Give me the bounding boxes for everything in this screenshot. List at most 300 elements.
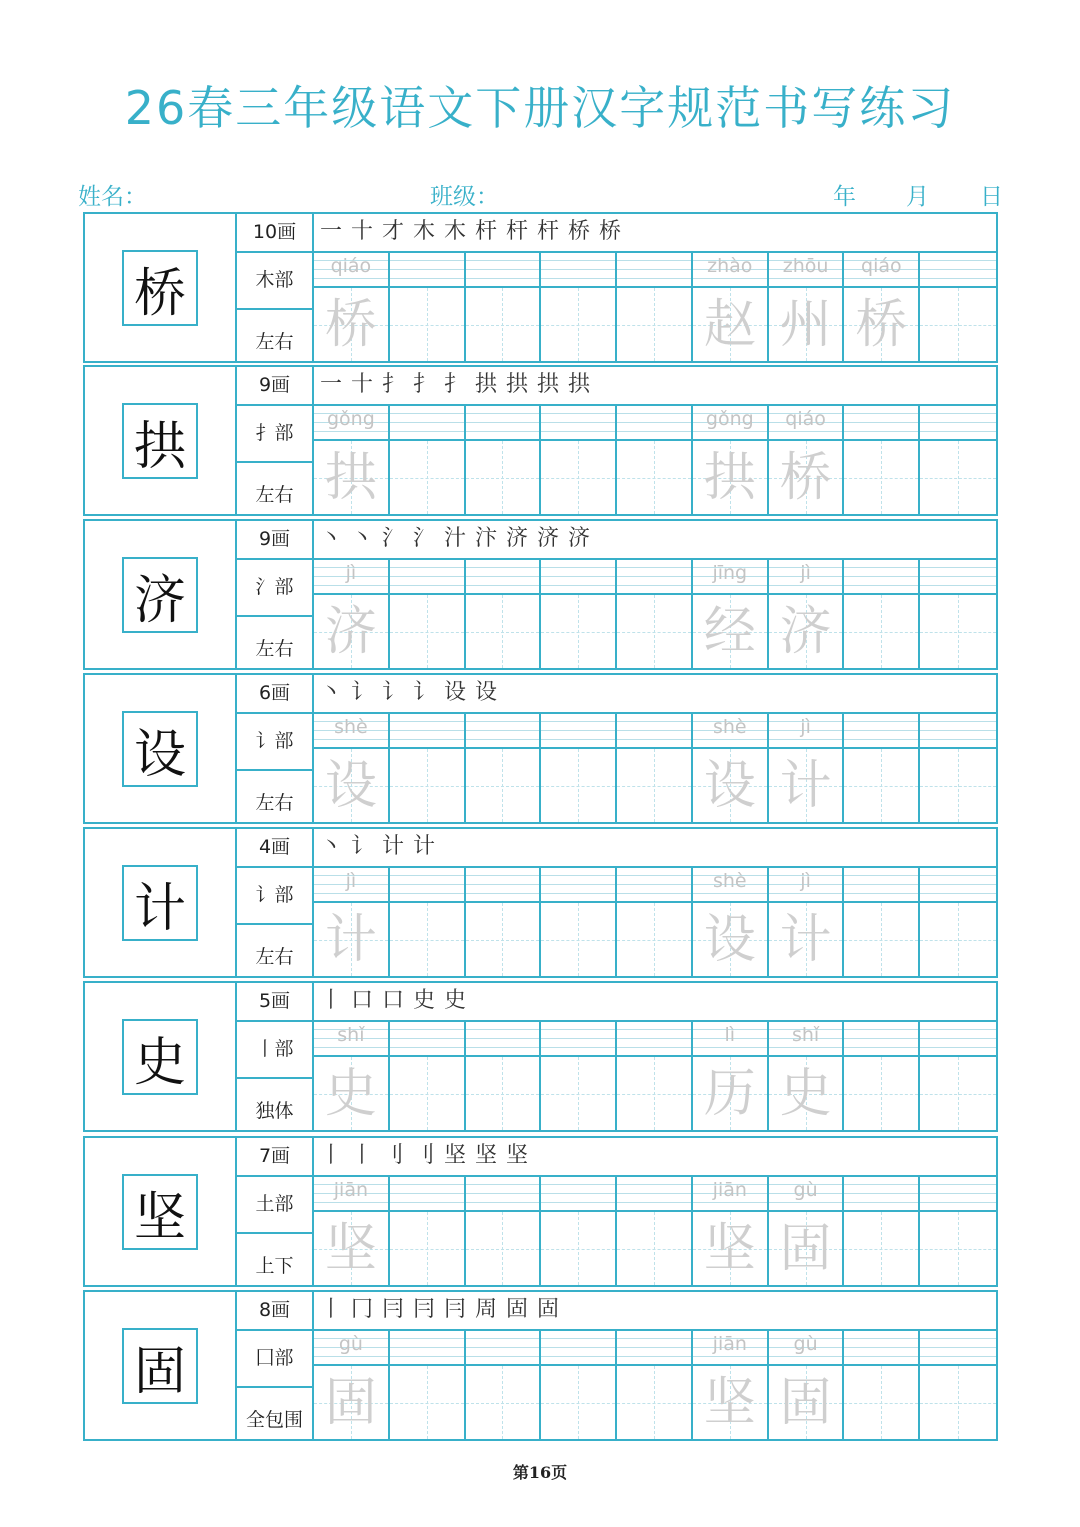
writing-cell[interactable] bbox=[314, 1366, 388, 1439]
writing-cell[interactable] bbox=[844, 288, 918, 361]
model-character: 拱 bbox=[122, 403, 198, 479]
writing-cell[interactable] bbox=[390, 441, 464, 514]
pinyin-cell[interactable] bbox=[541, 1020, 615, 1057]
trace-character: 桥 bbox=[324, 295, 377, 355]
pinyin-cell[interactable]: shè bbox=[693, 712, 767, 749]
pinyin-cell[interactable] bbox=[390, 251, 464, 288]
practice-area bbox=[314, 675, 996, 822]
trace-character: 桥 bbox=[855, 295, 908, 355]
pinyin-cell[interactable] bbox=[390, 404, 464, 441]
practice-column bbox=[693, 558, 769, 668]
writing-cell[interactable] bbox=[314, 1212, 388, 1285]
trace-character: 固 bbox=[324, 1373, 377, 1433]
model-character: 桥 bbox=[122, 250, 198, 326]
practice-column bbox=[693, 866, 769, 976]
radical: 扌部 bbox=[237, 405, 312, 463]
writing-cell[interactable] bbox=[541, 1057, 615, 1130]
practice-column bbox=[769, 1020, 845, 1130]
stroke-order: 丶讠讠讠设设 bbox=[314, 675, 996, 714]
writing-cell[interactable] bbox=[466, 749, 540, 822]
pinyin-cell[interactable]: zhōu bbox=[769, 251, 843, 288]
stroke-count: 4画 bbox=[237, 829, 312, 868]
practice-grid bbox=[314, 251, 996, 361]
pinyin-cell[interactable] bbox=[844, 1329, 918, 1366]
writing-cell[interactable] bbox=[693, 288, 767, 361]
practice-area bbox=[314, 983, 996, 1130]
trace-character: 历 bbox=[703, 1064, 756, 1124]
practice-column bbox=[541, 251, 617, 361]
practice-area bbox=[314, 1138, 996, 1285]
practice-column bbox=[390, 251, 466, 361]
pinyin-cell[interactable] bbox=[466, 1329, 540, 1366]
practice-column bbox=[920, 558, 996, 668]
writing-cell[interactable] bbox=[617, 903, 691, 976]
pinyin-cell[interactable] bbox=[390, 1329, 464, 1366]
writing-cell[interactable] bbox=[693, 441, 767, 514]
pinyin-cell[interactable] bbox=[920, 251, 996, 288]
practice-column bbox=[617, 251, 693, 361]
pinyin-cell[interactable] bbox=[466, 1175, 540, 1212]
pinyin-cell[interactable] bbox=[466, 1020, 540, 1057]
stroke-count: 5画 bbox=[237, 983, 312, 1022]
trace-character: 济 bbox=[779, 602, 832, 662]
practice-column bbox=[466, 866, 542, 976]
writing-cell[interactable] bbox=[769, 595, 843, 668]
structure: 全包围 bbox=[245, 1409, 303, 1431]
writing-cell[interactable] bbox=[541, 1212, 615, 1285]
practice-grid bbox=[314, 866, 996, 976]
pinyin-cell[interactable] bbox=[617, 1020, 691, 1057]
writing-cell[interactable] bbox=[541, 288, 615, 361]
writing-cell[interactable] bbox=[541, 595, 615, 668]
practice-column bbox=[466, 1329, 542, 1439]
writing-cell[interactable] bbox=[314, 903, 388, 976]
writing-cell[interactable] bbox=[769, 749, 843, 822]
writing-cell[interactable] bbox=[844, 1057, 918, 1130]
writing-cell[interactable] bbox=[390, 595, 464, 668]
writing-cell[interactable] bbox=[541, 441, 615, 514]
writing-cell[interactable] bbox=[541, 1366, 615, 1439]
structure: 左右 bbox=[255, 946, 294, 968]
writing-cell[interactable] bbox=[314, 749, 388, 822]
practice-column bbox=[920, 404, 996, 514]
pinyin-cell[interactable]: jì bbox=[769, 866, 843, 903]
practice-column bbox=[617, 1175, 693, 1285]
trace-character: 设 bbox=[324, 756, 377, 816]
pinyin-cell[interactable] bbox=[844, 404, 918, 441]
pinyin-cell[interactable] bbox=[844, 866, 918, 903]
practice-column bbox=[541, 404, 617, 514]
practice-column bbox=[769, 866, 845, 976]
pinyin-cell[interactable]: shè bbox=[314, 712, 388, 749]
month-label: 月 bbox=[906, 184, 929, 210]
character-block bbox=[83, 673, 998, 824]
pinyin-cell[interactable] bbox=[541, 866, 615, 903]
practice-column bbox=[466, 1020, 542, 1130]
writing-cell[interactable] bbox=[693, 595, 767, 668]
practice-column bbox=[693, 1175, 769, 1285]
writing-cell[interactable] bbox=[769, 441, 843, 514]
practice-column bbox=[920, 1020, 996, 1130]
practice-column bbox=[693, 251, 769, 361]
trace-character: 拱 bbox=[324, 448, 377, 508]
character-info bbox=[237, 367, 314, 514]
pinyin-cell[interactable] bbox=[617, 1175, 691, 1212]
pinyin-cell[interactable] bbox=[390, 1175, 464, 1212]
practice-area bbox=[314, 214, 996, 361]
writing-cell[interactable] bbox=[693, 749, 767, 822]
pinyin-cell[interactable] bbox=[390, 1020, 464, 1057]
writing-cell[interactable] bbox=[466, 903, 540, 976]
pinyin-cell[interactable] bbox=[617, 404, 691, 441]
trace-character: 拱 bbox=[703, 448, 756, 508]
practice-column bbox=[844, 251, 920, 361]
pinyin-cell[interactable] bbox=[920, 1020, 996, 1057]
practice-column bbox=[693, 404, 769, 514]
writing-cell[interactable] bbox=[390, 288, 464, 361]
pinyin-cell[interactable] bbox=[920, 1329, 996, 1366]
model-character: 济 bbox=[122, 557, 198, 633]
writing-cell[interactable] bbox=[541, 903, 615, 976]
radical: 土部 bbox=[237, 1176, 312, 1234]
practice-column bbox=[390, 1329, 466, 1439]
trace-character: 计 bbox=[324, 910, 377, 970]
practice-column bbox=[769, 1175, 845, 1285]
practice-column bbox=[390, 1175, 466, 1285]
model-character: 固 bbox=[122, 1328, 198, 1404]
practice-grid bbox=[314, 1329, 996, 1439]
practice-column bbox=[466, 558, 542, 668]
practice-column bbox=[314, 404, 390, 514]
writing-cell[interactable] bbox=[844, 1366, 918, 1439]
character-block bbox=[83, 827, 998, 978]
model-character: 设 bbox=[122, 711, 198, 787]
pinyin-cell[interactable] bbox=[617, 1329, 691, 1366]
writing-cell[interactable] bbox=[390, 903, 464, 976]
writing-cell[interactable] bbox=[920, 1366, 996, 1439]
pinyin-cell[interactable]: jì bbox=[769, 558, 843, 595]
practice-column bbox=[466, 404, 542, 514]
pinyin-cell[interactable] bbox=[541, 558, 615, 595]
pinyin-cell[interactable]: jiān bbox=[693, 1175, 767, 1212]
practice-column bbox=[390, 404, 466, 514]
model-character-cell bbox=[85, 367, 237, 514]
practice-column bbox=[844, 1175, 920, 1285]
name-label: 姓名： bbox=[78, 184, 147, 210]
writing-cell[interactable] bbox=[693, 1366, 767, 1439]
writing-cell[interactable] bbox=[844, 749, 918, 822]
practice-area bbox=[314, 1292, 996, 1439]
pinyin-cell[interactable] bbox=[844, 1020, 918, 1057]
stroke-order: 丨冂冃冃冃周固固 bbox=[314, 1292, 996, 1331]
writing-cell[interactable] bbox=[920, 1057, 996, 1130]
pinyin-cell[interactable] bbox=[920, 558, 996, 595]
pinyin-cell[interactable] bbox=[617, 866, 691, 903]
radical: 讠部 bbox=[237, 713, 312, 771]
character-info bbox=[237, 829, 314, 976]
pinyin-cell[interactable] bbox=[920, 866, 996, 903]
pinyin-cell[interactable]: gǒng bbox=[693, 404, 767, 441]
practice-column bbox=[314, 1329, 390, 1439]
writing-cell[interactable] bbox=[617, 1366, 691, 1439]
writing-cell[interactable] bbox=[844, 595, 918, 668]
practice-column bbox=[314, 866, 390, 976]
character-block bbox=[83, 519, 998, 670]
trace-character: 史 bbox=[779, 1064, 832, 1124]
structure: 左右 bbox=[255, 638, 294, 660]
practice-grid bbox=[314, 558, 996, 668]
trace-character: 赵 bbox=[703, 295, 756, 355]
writing-cell[interactable] bbox=[920, 595, 996, 668]
writing-cell[interactable] bbox=[920, 288, 996, 361]
structure: 左右 bbox=[255, 484, 294, 506]
pinyin-cell[interactable]: jì bbox=[314, 866, 388, 903]
pinyin-cell[interactable] bbox=[920, 404, 996, 441]
radical: 丨部 bbox=[237, 1021, 312, 1079]
character-block bbox=[83, 1290, 998, 1441]
practice-column bbox=[314, 251, 390, 361]
writing-cell[interactable] bbox=[390, 1366, 464, 1439]
pinyin-cell[interactable] bbox=[541, 404, 615, 441]
pinyin-cell[interactable]: jiān bbox=[693, 1329, 767, 1366]
pinyin-cell[interactable]: shǐ bbox=[769, 1020, 843, 1057]
practice-column bbox=[617, 712, 693, 822]
writing-cell[interactable] bbox=[314, 595, 388, 668]
practice-column bbox=[541, 1329, 617, 1439]
stroke-count: 9画 bbox=[237, 521, 312, 560]
practice-column bbox=[541, 712, 617, 822]
trace-character: 坚 bbox=[324, 1219, 377, 1279]
writing-cell[interactable] bbox=[769, 1057, 843, 1130]
model-character-cell bbox=[85, 829, 237, 976]
writing-cell[interactable] bbox=[617, 1057, 691, 1130]
stroke-count: 6画 bbox=[237, 675, 312, 714]
pinyin-cell[interactable] bbox=[466, 866, 540, 903]
pinyin-cell[interactable] bbox=[844, 558, 918, 595]
pinyin-cell[interactable]: gù bbox=[769, 1175, 843, 1212]
character-info bbox=[237, 983, 314, 1130]
pinyin-cell[interactable] bbox=[541, 1175, 615, 1212]
character-info bbox=[237, 675, 314, 822]
practice-column bbox=[844, 1020, 920, 1130]
writing-cell[interactable] bbox=[693, 903, 767, 976]
model-character-cell bbox=[85, 983, 237, 1130]
practice-column bbox=[844, 558, 920, 668]
trace-character: 经 bbox=[703, 602, 756, 662]
model-character: 计 bbox=[122, 865, 198, 941]
trace-character: 州 bbox=[779, 295, 832, 355]
practice-column bbox=[844, 712, 920, 822]
practice-column bbox=[769, 558, 845, 668]
practice-column bbox=[466, 712, 542, 822]
trace-character: 计 bbox=[779, 756, 832, 816]
practice-column bbox=[314, 1175, 390, 1285]
writing-cell[interactable] bbox=[466, 1212, 540, 1285]
practice-column bbox=[390, 712, 466, 822]
practice-column bbox=[693, 1329, 769, 1439]
practice-column bbox=[541, 1175, 617, 1285]
writing-cell[interactable] bbox=[920, 1212, 996, 1285]
pinyin-cell[interactable] bbox=[541, 712, 615, 749]
writing-cell[interactable] bbox=[466, 288, 540, 361]
pinyin-cell[interactable] bbox=[390, 712, 464, 749]
practice-column bbox=[617, 866, 693, 976]
practice-grid bbox=[314, 404, 996, 514]
writing-cell[interactable] bbox=[390, 1212, 464, 1285]
practice-column bbox=[390, 558, 466, 668]
practice-column bbox=[920, 1175, 996, 1285]
pinyin-cell[interactable]: qiáo bbox=[844, 251, 918, 288]
practice-column bbox=[920, 1329, 996, 1439]
practice-grid bbox=[314, 712, 996, 822]
character-info bbox=[237, 214, 314, 361]
model-character: 坚 bbox=[122, 1174, 198, 1250]
pinyin-cell[interactable] bbox=[466, 712, 540, 749]
writing-cell[interactable] bbox=[844, 441, 918, 514]
writing-cell[interactable] bbox=[466, 441, 540, 514]
writing-cell[interactable] bbox=[314, 1057, 388, 1130]
pinyin-cell[interactable]: qiáo bbox=[769, 404, 843, 441]
practice-column bbox=[617, 1329, 693, 1439]
pinyin-cell[interactable] bbox=[844, 1175, 918, 1212]
practice-area bbox=[314, 521, 996, 668]
practice-column bbox=[541, 1020, 617, 1130]
pinyin-cell[interactable] bbox=[844, 712, 918, 749]
practice-grid bbox=[314, 1020, 996, 1130]
writing-cell[interactable] bbox=[844, 1212, 918, 1285]
writing-cell[interactable] bbox=[617, 1212, 691, 1285]
pinyin-cell[interactable] bbox=[541, 1329, 615, 1366]
radical: 氵部 bbox=[237, 559, 312, 617]
model-character-cell bbox=[85, 1138, 237, 1285]
pinyin-cell[interactable]: lì bbox=[693, 1020, 767, 1057]
practice-column bbox=[617, 404, 693, 514]
pinyin-cell[interactable]: jì bbox=[769, 712, 843, 749]
writing-cell[interactable] bbox=[617, 288, 691, 361]
structure: 左右 bbox=[255, 792, 294, 814]
page-number: 第16页 bbox=[512, 1463, 568, 1482]
writing-cell[interactable] bbox=[617, 595, 691, 668]
pinyin-cell[interactable] bbox=[390, 558, 464, 595]
writing-cell[interactable] bbox=[920, 903, 996, 976]
pinyin-cell[interactable] bbox=[617, 251, 691, 288]
character-info bbox=[237, 1138, 314, 1285]
radical: 木部 bbox=[237, 252, 312, 310]
writing-cell[interactable] bbox=[466, 595, 540, 668]
stroke-order: 丨丨刂刂坚坚坚 bbox=[314, 1138, 996, 1177]
practice-column bbox=[693, 712, 769, 822]
practice-column bbox=[314, 558, 390, 668]
pinyin-cell[interactable] bbox=[390, 866, 464, 903]
radical: 囗部 bbox=[237, 1330, 312, 1388]
pinyin-cell[interactable] bbox=[541, 251, 615, 288]
model-character: 史 bbox=[122, 1019, 198, 1095]
character-info bbox=[237, 1292, 314, 1439]
pinyin-cell[interactable]: jì bbox=[314, 558, 388, 595]
pinyin-cell[interactable] bbox=[617, 712, 691, 749]
writing-cell[interactable] bbox=[314, 288, 388, 361]
writing-cell[interactable] bbox=[314, 441, 388, 514]
practice-column bbox=[466, 1175, 542, 1285]
writing-cell[interactable] bbox=[693, 1057, 767, 1130]
pinyin-cell[interactable]: jiān bbox=[314, 1175, 388, 1212]
practice-column bbox=[920, 712, 996, 822]
writing-cell[interactable] bbox=[466, 1366, 540, 1439]
writing-cell[interactable] bbox=[390, 1057, 464, 1130]
character-block bbox=[83, 1136, 998, 1287]
practice-column bbox=[769, 712, 845, 822]
practice-grid bbox=[314, 1175, 996, 1285]
writing-cell[interactable] bbox=[541, 749, 615, 822]
pinyin-cell[interactable]: gù bbox=[769, 1329, 843, 1366]
pinyin-cell[interactable]: qiáo bbox=[314, 251, 388, 288]
pinyin-cell[interactable]: zhào bbox=[693, 251, 767, 288]
writing-cell[interactable] bbox=[617, 749, 691, 822]
practice-column bbox=[617, 1020, 693, 1130]
writing-cell[interactable] bbox=[769, 288, 843, 361]
character-block bbox=[83, 365, 998, 516]
year-label: 年 bbox=[833, 184, 856, 210]
trace-character: 固 bbox=[779, 1219, 832, 1279]
practice-column bbox=[617, 558, 693, 668]
pinyin-cell[interactable]: shǐ bbox=[314, 1020, 388, 1057]
writing-cell[interactable] bbox=[390, 749, 464, 822]
practice-area bbox=[314, 367, 996, 514]
pinyin-cell[interactable] bbox=[466, 558, 540, 595]
practice-column bbox=[769, 404, 845, 514]
practice-column bbox=[769, 251, 845, 361]
pinyin-cell[interactable] bbox=[617, 558, 691, 595]
model-character-cell bbox=[85, 1292, 237, 1439]
pinyin-cell[interactable] bbox=[920, 1175, 996, 1212]
practice-column bbox=[844, 866, 920, 976]
pinyin-cell[interactable]: gǒng bbox=[314, 404, 388, 441]
writing-cell[interactable] bbox=[920, 749, 996, 822]
pinyin-cell[interactable] bbox=[466, 251, 540, 288]
pinyin-cell[interactable]: jīng bbox=[693, 558, 767, 595]
practice-area bbox=[314, 829, 996, 976]
pinyin-cell[interactable]: gù bbox=[314, 1329, 388, 1366]
practice-column bbox=[541, 558, 617, 668]
stroke-order: 丨口口史史 bbox=[314, 983, 996, 1022]
writing-cell[interactable] bbox=[617, 441, 691, 514]
writing-cell[interactable] bbox=[844, 903, 918, 976]
trace-character: 设 bbox=[703, 910, 756, 970]
pinyin-cell[interactable] bbox=[920, 712, 996, 749]
trace-character: 固 bbox=[779, 1373, 832, 1433]
writing-cell[interactable] bbox=[769, 903, 843, 976]
practice-column bbox=[314, 712, 390, 822]
writing-cell[interactable] bbox=[466, 1057, 540, 1130]
practice-column bbox=[844, 1329, 920, 1439]
writing-cell[interactable] bbox=[693, 1212, 767, 1285]
character-block bbox=[83, 212, 998, 363]
stroke-order: 丶丶氵氵汁汴济济济 bbox=[314, 521, 996, 560]
model-character-cell bbox=[85, 675, 237, 822]
trace-character: 计 bbox=[779, 910, 832, 970]
day-label: 日 bbox=[980, 184, 1003, 210]
practice-column bbox=[693, 1020, 769, 1130]
stroke-order: 丶讠计计 bbox=[314, 829, 996, 868]
writing-cell[interactable] bbox=[920, 441, 996, 514]
practice-column bbox=[390, 866, 466, 976]
pinyin-cell[interactable] bbox=[466, 404, 540, 441]
writing-cell[interactable] bbox=[769, 1366, 843, 1439]
writing-cell[interactable] bbox=[769, 1212, 843, 1285]
trace-character: 桥 bbox=[779, 448, 832, 508]
structure: 独体 bbox=[255, 1100, 294, 1122]
pinyin-cell[interactable]: shè bbox=[693, 866, 767, 903]
